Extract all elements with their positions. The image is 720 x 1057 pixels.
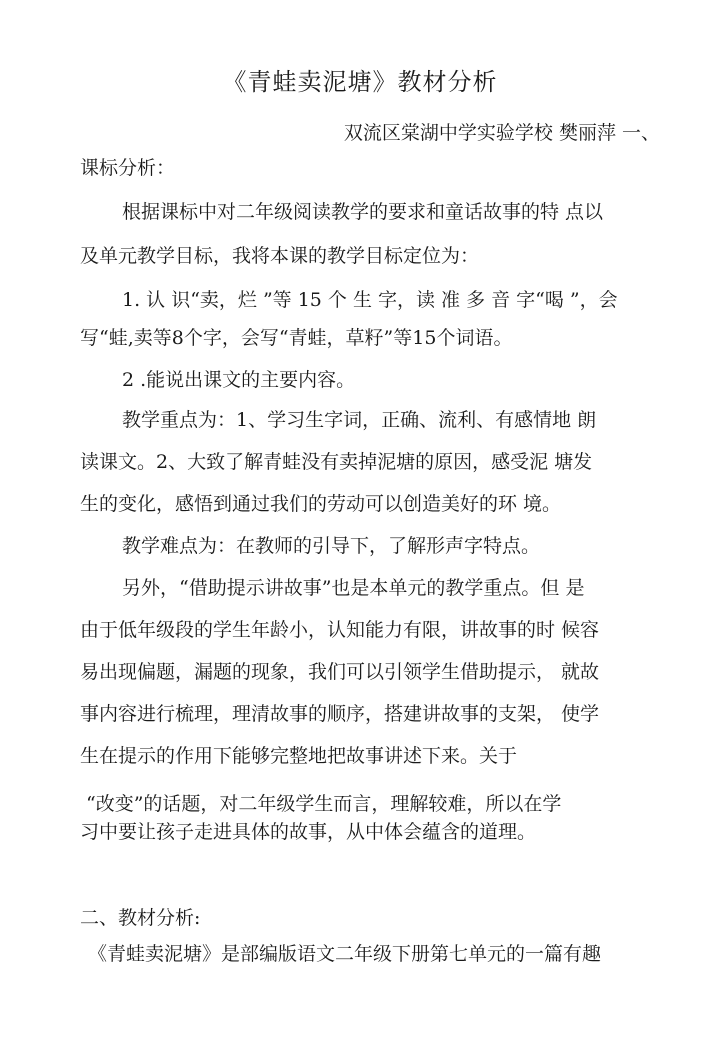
goal-1-line: 1. 认 识“卖，烂 ”等 15 个 生 字，读 准 多 音 字“喝 ”，会 <box>122 289 618 311</box>
key-points-line: 读课文。2、大致了解青蛙没有卖掉泥塘的原因，感受泥 塘发 <box>80 451 593 473</box>
section-heading-curriculum: 课标分析： <box>80 157 176 179</box>
paragraph-line: 事内容进行梳理，理清故事的顺序，搭建讲故事的支架， 使学 <box>80 703 600 725</box>
paragraph-line: 易出现偏题，漏题的现象，我们可以引领学生借助提示， 就故 <box>80 661 600 683</box>
section-heading-textbook: 二、教材分析: <box>80 907 201 929</box>
paragraph-line: “改变”的话题，对二年级学生而言，理解较难，所以在学 <box>86 793 562 815</box>
goal-1-continuation: 写“蛙,卖等8个字，会写“青蛙，草籽”等15个词语。 <box>80 327 513 349</box>
paragraph-line: 及单元教学目标，我将本课的教学目标定位为： <box>80 245 480 267</box>
goal-2-line: 2 .能说出课文的主要内容。 <box>122 369 356 391</box>
paragraph-line: 另外，“借助提示讲故事”也是本单元的教学重点。但 是 <box>122 577 585 599</box>
paragraph-line: 生在提示的作用下能够完整地把故事讲述下来。关于 <box>80 745 518 767</box>
author-line: 双流区棠湖中学实验学校 樊丽萍 一、 <box>343 122 660 144</box>
document-title: 《青蛙卖泥塘》教材分析 <box>222 68 498 96</box>
difficult-points-line: 教学难点为：在教师的引导下，了解形声字特点。 <box>122 535 541 557</box>
paragraph-line: 习中要让孩子走进具体的故事，从中体会蕴含的道理。 <box>80 821 537 843</box>
paragraph-line: 由于低年级段的学生年龄小，认知能力有限，讲故事的时 候容 <box>80 619 600 641</box>
paragraph-line: 《青蛙卖泥塘》是部编版语文二年级下册第七单元的一篇有趣 <box>88 943 602 965</box>
paragraph-line: 根据课标中对二年级阅读教学的要求和童话故事的特 点以 <box>122 201 604 223</box>
key-points-line: 教学重点为：1、学习生字词，正确、流利、有感情地 朗 <box>122 409 597 431</box>
key-points-line: 生的变化，感悟到通过我们的劳动可以创造美好的环 境。 <box>80 493 562 515</box>
